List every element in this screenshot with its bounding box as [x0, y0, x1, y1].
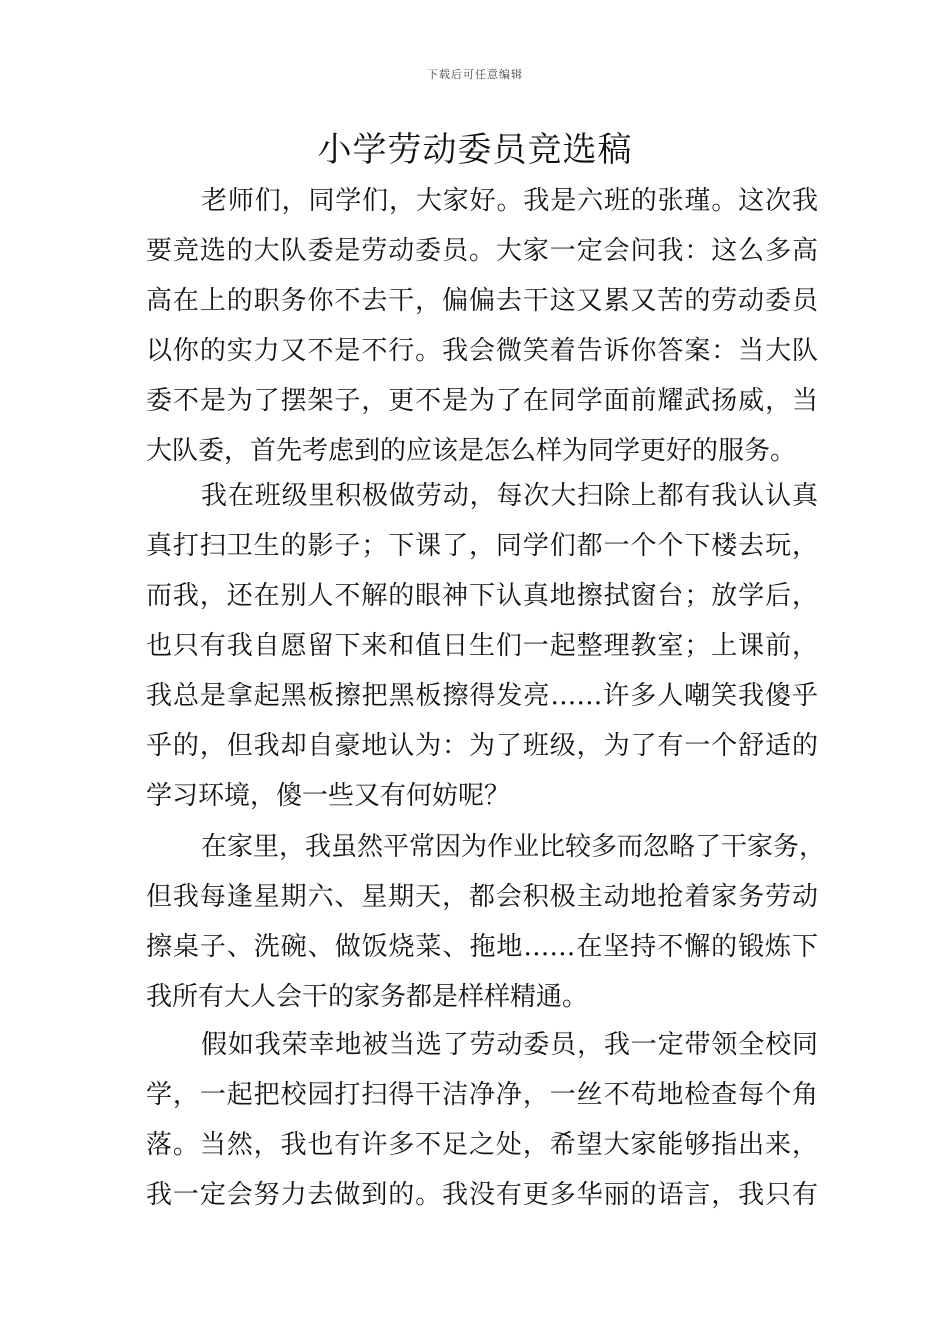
header-note: 下载后可任意编辑: [427, 68, 523, 81]
paragraph-4: [146, 1020, 818, 1220]
text-line: 擦桌子、洗碗、做饭烧菜、拖地……在坚持不懈的锻炼下: [146, 932, 818, 962]
paragraph-3: [146, 822, 826, 1022]
text-line: 学，一起把校园打扫得干洁净净，一丝不苟地检查每个角: [146, 1080, 818, 1110]
paragraph-2: [146, 471, 818, 821]
text-line: 学习环境，傻一些又有何妨呢？: [146, 781, 511, 811]
text-line: 要竞选的大队委是劳动委员。大家一定会问我：这么多高: [146, 236, 818, 266]
text-line: 我总是拿起黑板擦把黑板擦得发亮……许多人嘲笑我傻乎: [146, 681, 818, 711]
paragraph-1: [146, 176, 818, 476]
text-line: 大队委，首先考虑到的应该是怎么样为同学更好的服务。: [146, 436, 797, 466]
text-line: 我一定会努力去做到的。我没有更多华丽的语言，我只有: [146, 1180, 818, 1210]
text-line: 我所有大人会干的家务都是样样精通。: [146, 982, 589, 1012]
text-line: 而我，还在别人不解的眼神下认真地擦拭窗台；放学后，: [146, 581, 818, 611]
text-line: 假如我荣幸地被当选了劳动委员，我一定带领全校同: [201, 1030, 818, 1060]
text-line: 高在上的职务你不去干，偏偏去干这又累又苦的劳动委员: [146, 286, 818, 316]
text-line: 在家里，我虽然平常因为作业比较多而忽略了干家务，: [201, 832, 826, 862]
text-line: 我在班级里积极做劳动，每次大扫除上都有我认认真: [201, 481, 818, 511]
text-line: 也只有我自愿留下来和值日生们一起整理教室；上课前，: [146, 631, 818, 661]
text-line: 老师们，同学们，大家好。我是六班的张瑾。这次我: [201, 186, 818, 216]
text-line: 委不是为了摆架子，更不是为了在同学面前耀武扬威，当: [146, 386, 818, 416]
text-line: 落。当然，我也有许多不足之处，希望大家能够指出来，: [146, 1130, 818, 1160]
document-title: 小学劳动委员竞选稿: [317, 130, 633, 170]
text-line: 以你的实力又不是不行。我会微笑着告诉你答案：当大队: [146, 336, 818, 366]
text-line: 乎的，但我却自豪地认为：为了班级，为了有一个舒适的: [146, 731, 818, 761]
text-line: 但我每逢星期六、星期天，都会积极主动地抢着家务劳动: [146, 882, 818, 912]
text-line: 真打扫卫生的影子；下课了，同学们都一个个下楼去玩，: [146, 531, 818, 561]
